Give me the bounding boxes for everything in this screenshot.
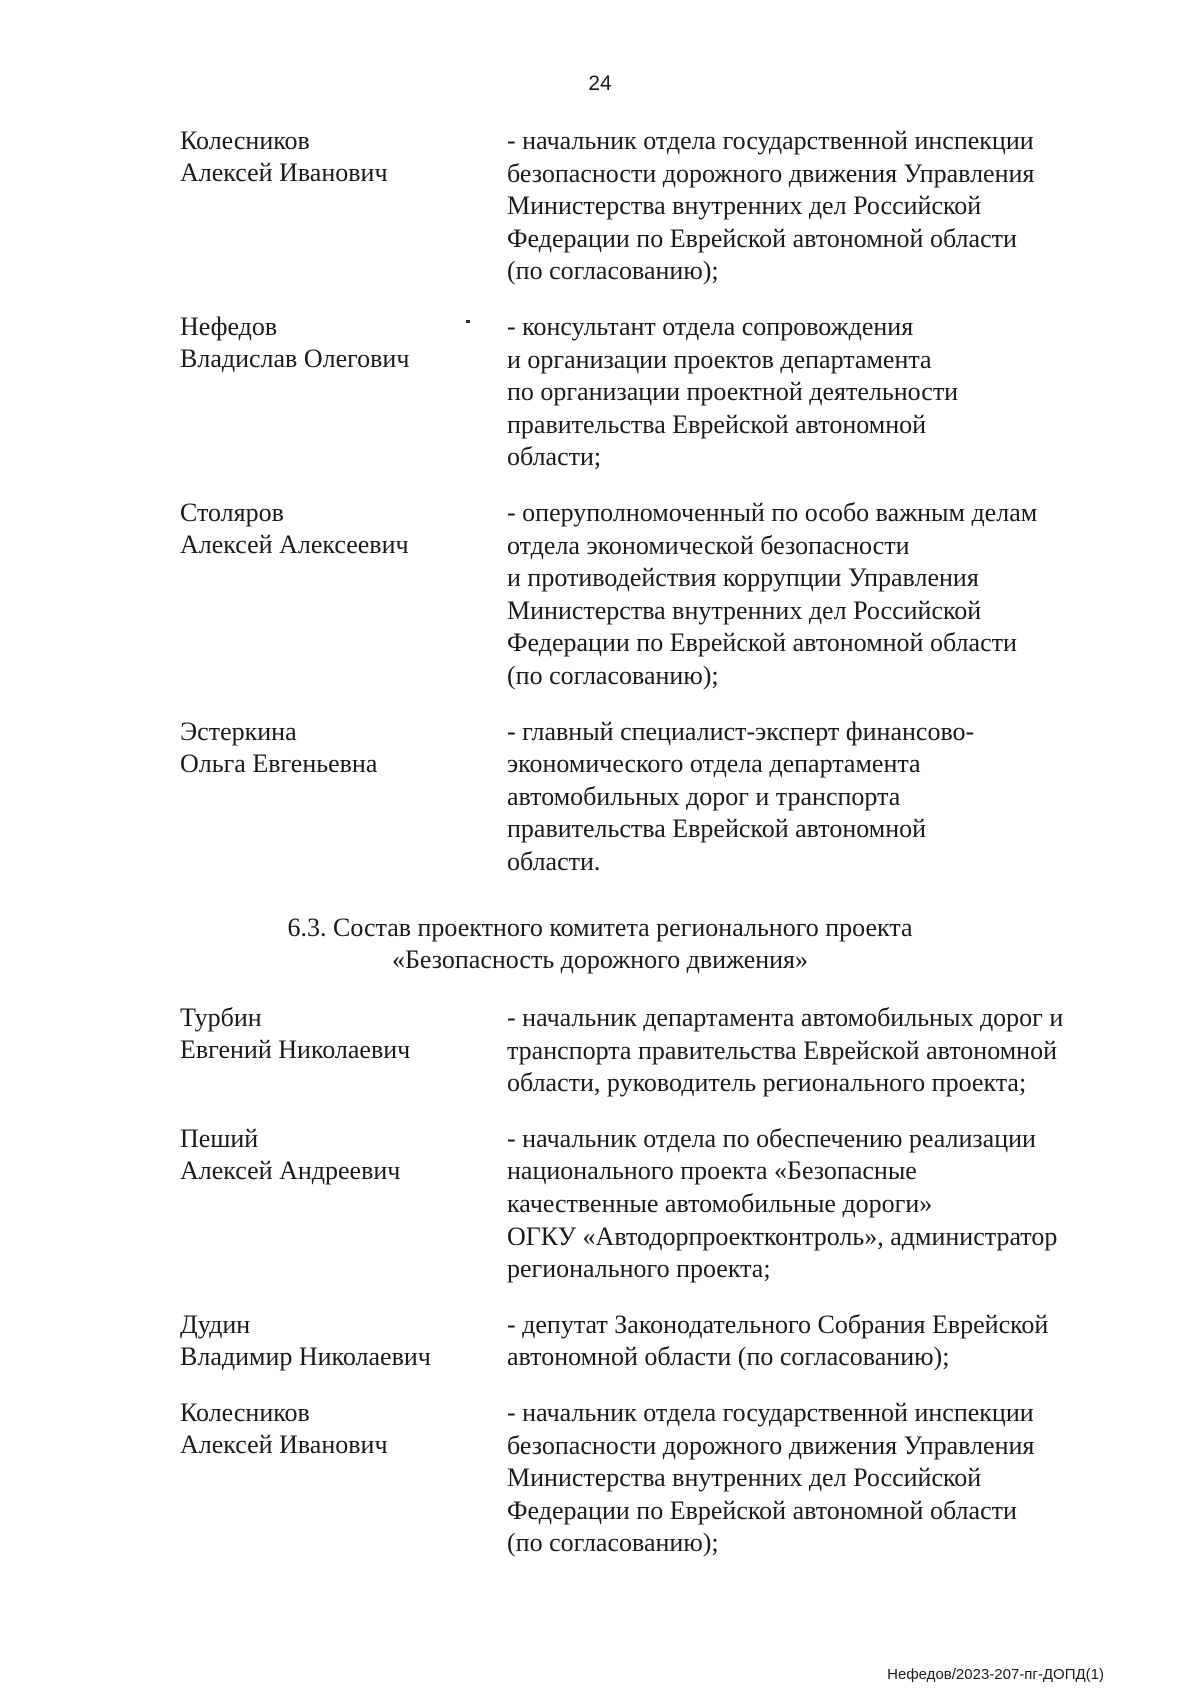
member-position — [507, 1397, 1123, 1560]
member-name — [0, 125, 507, 288]
position-line: отдела экономической безопасности — [507, 530, 910, 560]
position-line: экономического отдела департамента — [507, 749, 921, 779]
position-line: области. — [507, 846, 601, 876]
position-line: национального проекта «Безопасные — [507, 1156, 917, 1186]
member-name — [0, 497, 507, 693]
member-name — [0, 1397, 507, 1560]
document-code: Нефедов/2023-207-пг-ДОПД(1) — [887, 1666, 1104, 1683]
position-line: автомобильных дорог и транспорта — [507, 781, 901, 811]
position-line: - начальник отдела по обеспечению реализации — [507, 1123, 1036, 1153]
member-surname: Дудин — [180, 1309, 251, 1339]
position-line: - депутат Законодательного Собрания Еврейской — [507, 1309, 1049, 1339]
member-name — [0, 1123, 507, 1286]
position-line: по организации проектной деятельности — [507, 377, 959, 407]
member-entry — [0, 1123, 1200, 1286]
position-line: правительства Еврейской автономной — [507, 814, 927, 844]
position-line: Федерации по Еврейской автономной области — [507, 628, 1017, 658]
position-line: (по согласованию); — [507, 256, 719, 286]
member-entry — [0, 311, 1200, 474]
member-given-names: Алексей Алексеевич — [180, 529, 409, 559]
member-position — [507, 1123, 1123, 1286]
position-line: - главный специалист-эксперт финансово- — [507, 716, 975, 746]
member-given-names: Владимир Николаевич — [180, 1341, 431, 1371]
position-line: - начальник департамента автомобильных дорог и — [507, 1003, 1064, 1032]
member-position — [507, 1002, 1123, 1100]
member-name — [0, 1002, 507, 1100]
position-line: - консультант отдела сопровождения — [507, 311, 914, 341]
member-entry — [0, 716, 1200, 879]
position-line: области, руководитель регионального проекта; — [507, 1068, 1027, 1098]
members-list-section-1 — [0, 125, 1200, 901]
member-entry — [0, 497, 1200, 693]
page-number: 24 — [588, 72, 612, 95]
position-line: транспорта правительства Еврейской автономной — [507, 1035, 1057, 1065]
member-surname: Эстеркина — [180, 716, 297, 746]
member-given-names: Алексей Андреевич — [180, 1155, 401, 1185]
section-heading-line-2: «Безопасность дорожного движения» — [391, 945, 809, 974]
member-surname: Колесников — [180, 1397, 310, 1427]
position-line: качественные автомобильные дороги» — [507, 1188, 933, 1218]
position-line: Министерства внутренних дел Российской — [507, 595, 982, 625]
position-line: и организации проектов департамента — [507, 344, 932, 374]
member-entry — [0, 1002, 1200, 1100]
member-surname: Колесников — [180, 126, 310, 155]
member-position — [507, 497, 1123, 693]
position-line: правительства Еврейской автономной — [507, 409, 927, 439]
member-given-names: Алексей Иванович — [180, 158, 388, 187]
position-line: области; — [507, 442, 602, 472]
member-position — [507, 716, 1123, 879]
member-entry — [0, 125, 1200, 288]
member-surname: Нефедов — [180, 311, 278, 341]
position-line: - оперуполномоченный по особо важным делам — [507, 497, 1038, 527]
position-line: Министерства внутренних дел Российской — [507, 1463, 982, 1493]
member-entry — [0, 1309, 1200, 1374]
position-line: безопасности дорожного движения Управления — [507, 1430, 1035, 1460]
member-entry — [0, 1397, 1200, 1560]
position-line: (по согласованию); — [507, 1528, 719, 1558]
member-given-names: Владислав Олегович — [180, 343, 410, 373]
members-list-section-2 — [0, 1002, 1200, 1583]
member-surname: Турбин — [180, 1003, 262, 1032]
member-name — [0, 311, 507, 474]
member-given-names: Алексей Иванович — [180, 1429, 388, 1459]
member-given-names: Ольга Евгеньевна — [180, 748, 378, 778]
position-line: ОГКУ «Автодорпроектконтроль», администратор — [507, 1221, 1058, 1251]
position-line: безопасности дорожного движения Управления — [507, 158, 1035, 188]
position-line: регионального проекта; — [507, 1254, 771, 1284]
position-line: автономной области (по согласованию); — [507, 1342, 950, 1372]
member-position — [507, 125, 1123, 288]
member-position — [507, 311, 1123, 474]
section-heading-line-1: 6.3. Состав проектного комитета регионального проекта — [287, 913, 913, 942]
position-line: - начальник отдела государственной инспекции — [507, 126, 1034, 155]
position-line: Федерации по Еврейской автономной области — [507, 1495, 1017, 1525]
member-given-names: Евгений Николаевич — [180, 1035, 411, 1064]
position-line: и противодействия коррупции Управления — [507, 563, 979, 593]
member-surname: Столяров — [180, 497, 284, 527]
position-line: Министерства внутренних дел Российской — [507, 191, 982, 221]
member-name — [0, 716, 507, 879]
position-line: (по согласованию); — [507, 660, 719, 690]
position-line: - начальник отдела государственной инспекции — [507, 1397, 1034, 1427]
section-heading — [0, 912, 1200, 976]
member-name — [0, 1309, 507, 1374]
position-line: Федерации по Еврейской автономной области — [507, 223, 1017, 253]
member-position — [507, 1309, 1123, 1374]
member-surname: Пеший — [180, 1123, 259, 1153]
